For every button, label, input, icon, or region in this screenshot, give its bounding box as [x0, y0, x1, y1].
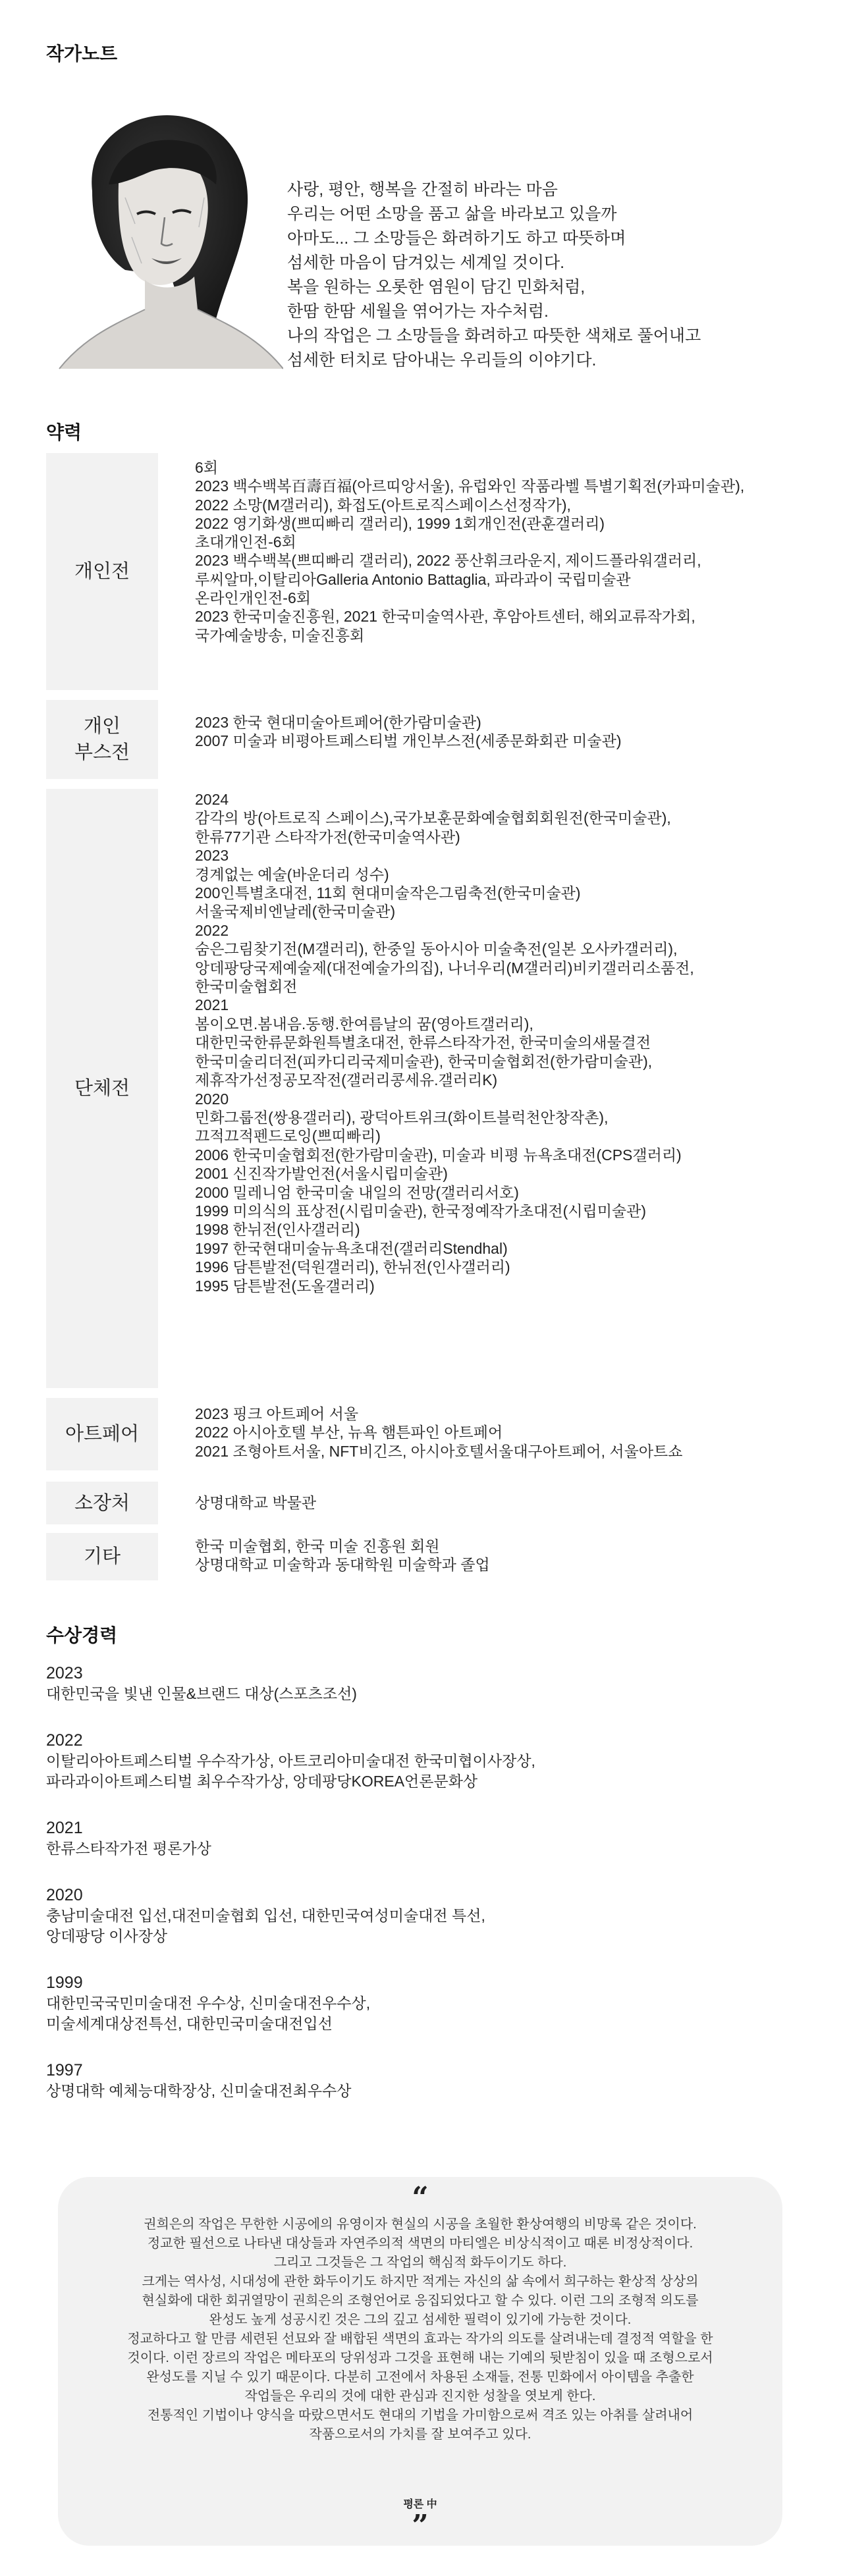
- career-label: [46, 1398, 158, 1470]
- award-line: 앙데팡당 이사장상: [46, 1927, 168, 1945]
- open-quote-icon: “: [412, 2181, 429, 2214]
- award-line: 한류스타작가전 평론가상: [46, 1840, 211, 1857]
- career-entry: 상명대학교 미술학과 동대학원 미술학과 졸업: [195, 1556, 490, 1574]
- career-entry: 1999 미의식의 표상전(시립미술관), 한국정예작가초대전(시립미술관): [195, 1202, 647, 1220]
- awards-title: 수상경력: [46, 1625, 118, 1646]
- statement-line: 우리는 어떤 소망을 품고 삶을 바라보고 있을까: [287, 205, 617, 223]
- career-entry: 2007 미술과 비평아트페스티벌 개인부스전(세종문화회관 미술관): [195, 732, 622, 750]
- career-label: [46, 1533, 158, 1580]
- career-label-text: 단체전: [74, 1078, 130, 1099]
- award-year: 2020: [46, 1886, 83, 1904]
- career-entry: 대한민국한류문화원특별초대전, 한류스타작가전, 한국미술의새물결전: [195, 1034, 651, 1052]
- artist-portrait-image: [46, 105, 283, 382]
- career-entry: 상명대학교 박물관: [195, 1494, 317, 1511]
- career-entry: 서울국제비엔날레(한국미술관): [195, 903, 396, 921]
- career-entry: 1997 한국현대미술뉴욕초대전(갤러리Stendhal): [195, 1239, 508, 1257]
- career-entry: 루씨알마,이탈리아Galleria Antonio Battaglia, 파라과이 국립미술관: [195, 570, 631, 588]
- career-entry: 숨은그림찾기전(M갤러리), 한중일 동아시아 미술축전(일본 오사카갤러리),: [195, 940, 678, 958]
- review-line: 정교하다고 할 만큼 세련된 선묘와 잘 배합된 색면의 효과는 작가의 의도를 살려내는데 결정적 역할을 한: [127, 2332, 713, 2346]
- artist-statement: [287, 178, 814, 373]
- award-line: 대한민국국민미술대전 우수상, 신미술대전우수상,: [46, 1995, 371, 2012]
- career-entries: [195, 458, 814, 645]
- career-entries: [195, 1537, 814, 1574]
- close-quote-icon: ”: [412, 2509, 429, 2542]
- award-line: 대한민국을 빛낸 인물&브랜드 대상(스포츠조선): [46, 1685, 357, 1702]
- career-entry: 한국 미술협회, 한국 미술 진흥원 회원: [195, 1538, 440, 1555]
- career-entry: 2022 소망(M갤러리), 화접도(아트로직스페이스선정작가),: [195, 496, 571, 514]
- career-entry: 2023: [195, 847, 229, 865]
- career-label: [46, 1482, 158, 1524]
- career-entry: 국가예술방송, 미술진흥회: [195, 626, 365, 644]
- career-entries: [195, 1405, 814, 1461]
- career-entry: 2023 한국 현대미술아트페어(한가람미술관): [195, 714, 481, 731]
- career-entry: 2022: [195, 921, 229, 939]
- career-label: [46, 453, 158, 690]
- career-entry: 2024: [195, 791, 229, 808]
- career-row-art-fairs: [46, 1398, 817, 1470]
- review-line: 완성도를 지닐 수 있기 때문이다. 다분히 고전에서 차용된 소재들, 전통 민화에서 아이템을 추출한: [146, 2370, 694, 2384]
- award-group: [46, 2060, 771, 2101]
- career-entry: 2006 한국미술협회전(한가람미술관), 미술과 비평 뉴욕초대전(CPS갤러리): [195, 1146, 682, 1164]
- career-entry: 감각의 방(아트로직 스페이스),국가보훈문화예술협회회원전(한국미술관),: [195, 809, 671, 827]
- career-entry: 한국미술리더전(피카디리국제미술관), 한국미술협회전(한가람미술관),: [195, 1052, 653, 1070]
- career-entry: 2023 백수백복(쁘띠빠리 갤러리), 2022 풍산휘크라운지, 제이드플라워갤러리,: [195, 552, 701, 570]
- career-entry: 앙데팡당국제예술제(대전예술가의집), 나너우리(M갤러리)비키갤러리소품전,: [195, 959, 694, 977]
- review-line: 그리고 그것들은 그 작업의 핵심적 화두이기도 하다.: [273, 2255, 567, 2270]
- career-entry: 2020: [195, 1090, 229, 1108]
- award-line: 파라과이아트페스티벌 최우수작가상, 앙데팡당KOREA언론문화상: [46, 1773, 478, 1790]
- career-entries: [195, 790, 814, 1295]
- award-line: 이탈리아아트페스티벌 우수작가상, 아트코리아미술대전 한국미협이사장상,: [46, 1752, 535, 1769]
- award-year: 1999: [46, 1973, 83, 1992]
- career-entry: 2021: [195, 996, 229, 1014]
- review-text: [84, 2215, 756, 2444]
- statement-line: 섬세한 마음이 담겨있는 세계일 것이다.: [287, 254, 565, 272]
- award-year: 2021: [46, 1819, 83, 1837]
- career-entry: 2023 백수백복百壽百福(아르띠앙서울), 유럽와인 작품라벨 특별기획전(카파미술관),: [195, 477, 745, 495]
- statement-line: 나의 작업은 그 소망들을 화려하고 따뜻한 색채로 풀어내고: [287, 327, 701, 345]
- award-line: 충남미술대전 입선,대전미술협회 입선, 대한민국여성미술대전 특선,: [46, 1907, 485, 1924]
- artist-note-title: 작가노트: [46, 43, 118, 64]
- career-entry: 경계없는 예술(바운더리 성수): [195, 865, 389, 883]
- career-row-group-exhibitions: [46, 789, 817, 1388]
- award-year: 1997: [46, 2061, 83, 2080]
- career-label: [46, 789, 158, 1388]
- career-entries: [195, 1493, 814, 1512]
- career-entry: 2022 영기화생(쁘띠빠리 갤러리), 1999 1회개인전(관훈갤러리): [195, 514, 605, 532]
- career-entry: 2021 조형아트서울, NFT비긴즈, 아시아호텔서울대구아트페어, 서울아트쇼: [195, 1442, 683, 1460]
- review-line: 완성도 높게 성공시킨 것은 그의 깊고 섬세한 필력이 있기에 가능한 것이다.: [209, 2313, 632, 2327]
- career-label: [46, 700, 158, 779]
- award-group: [46, 1885, 771, 1946]
- awards-list: [46, 1663, 771, 2127]
- career-entry: 1996 담튼발전(덕원갤러리), 한뉘전(인사갤러리): [195, 1258, 510, 1276]
- career-row-collections: [46, 1482, 817, 1524]
- statement-line: 섬세한 터치로 담아내는 우리들의 이야기다.: [287, 351, 597, 369]
- career-label-text: 소장처: [74, 1492, 130, 1514]
- review-line: 것이다. 이런 장르의 작업은 메타포의 당위성과 그것을 표현해 내는 기예의 뒷받침이 있을 때 조형으로서: [127, 2351, 713, 2365]
- career-label-text: 기타: [83, 1546, 121, 1567]
- award-group: [46, 1730, 771, 1792]
- career-entry: 봄이오면.봄내음.동행.한여름날의 꿈(영아트갤러리),: [195, 1015, 533, 1033]
- career-entry: 2001 신진작가발언전(서울시립미술관): [195, 1165, 448, 1183]
- career-title: 약력: [46, 422, 82, 443]
- career-row-solo-exhibitions: [46, 453, 817, 690]
- award-year: 2023: [46, 1664, 83, 1682]
- review-author: 평론 中: [403, 2499, 437, 2510]
- award-line: 미술세계대상전특선, 대한민국미술대전입선: [46, 2015, 333, 2032]
- award-year: 2022: [46, 1731, 83, 1750]
- career-entry: 민화그룹전(쌍용갤러리), 광덕아트위크(화이트블럭천안창작촌),: [195, 1108, 609, 1126]
- statement-line: 사랑, 평안, 행복을 간절히 바라는 마음: [287, 180, 558, 199]
- review-line: 정교한 필선으로 나타낸 대상들과 자연주의적 색면의 마티엘은 비상식적이고 때론 비정상적이다.: [147, 2236, 693, 2251]
- review-line: 권희은의 작업은 무한한 시공에의 유영이자 현실의 시공을 초월한 환상여행의 비망록 같은 것이다.: [144, 2217, 697, 2232]
- career-row-other: [46, 1533, 817, 1580]
- statement-line: 복을 원하는 오롯한 염원이 담긴 민화처럼,: [287, 278, 585, 296]
- career-entries: [195, 713, 814, 751]
- career-entry: 1998 한뉘전(인사갤러리): [195, 1221, 360, 1239]
- review-line: 작품으로서의 가치를 잘 보여주고 있다.: [309, 2427, 531, 2442]
- career-row-solo-booth: [46, 700, 817, 779]
- award-group: [46, 1817, 771, 1859]
- statement-line: 한땀 한땀 세월을 엮어가는 자수처럼.: [287, 302, 549, 321]
- career-entry: 온라인개인전-6회: [195, 589, 311, 607]
- career-entry: 2023 한국미술진흥원, 2021 한국미술역사관, 후암아트센터, 해외교류작가회,: [195, 608, 695, 626]
- career-entry: 2022 아시아호텔 부산, 뉴욕 햄튼파인 아트페어: [195, 1424, 503, 1441]
- career-entry: 1995 담튼발전(도올갤러리): [195, 1277, 375, 1295]
- review-line: 전통적인 기법이나 양식을 따랐으면서도 현대의 기법을 가미함으로써 격조 있는 아취를 살려내어: [147, 2408, 693, 2423]
- award-line: 상명대학 예체능대학장상, 신미술대전최우수상: [46, 2082, 352, 2099]
- career-label-text: 개인전: [74, 561, 130, 582]
- career-entry: 2023 핑크 아트페어 서울: [195, 1405, 359, 1422]
- career-entry: 한국미술협회전: [195, 978, 298, 996]
- statement-line: 아마도... 그 소망들은 화려하기도 하고 따뜻하며: [287, 229, 626, 248]
- review-line: 작업들은 우리의 것에 대한 관심과 진지한 성찰을 엿보게 한다.: [244, 2389, 596, 2403]
- critic-review-box: [58, 2177, 782, 2546]
- review-line: 현실화에 대한 회귀열망이 권희은의 조형언어로 응집되었다고 할 수 있다. 이런 그의 조형적 의도를: [142, 2294, 699, 2308]
- career-entry: 한류77기관 스타작가전(한국미술역사관): [195, 828, 460, 845]
- review-line: 크게는 역사성, 시대성에 관한 화두이기도 하지만 적게는 자신의 삶 속에서 희구하는 환상적 상상의: [142, 2274, 699, 2289]
- award-group: [46, 1972, 771, 2034]
- career-entry: 2000 밀레니엄 한국미술 내일의 전망(갤러리서호): [195, 1183, 519, 1201]
- career-label-text: 개인 부스전: [74, 716, 130, 763]
- career-entry: 6회: [195, 459, 219, 476]
- career-entry: 끄적끄적펜드로잉(쁘띠빠리): [195, 1127, 381, 1145]
- career-label-text: 아트페어: [65, 1424, 140, 1445]
- career-entry: 제휴작가선정공모작전(갤러리콩세유.갤러리K): [195, 1071, 498, 1089]
- career-entry: 초대개인전-6회: [195, 533, 296, 551]
- award-group: [46, 1663, 771, 1704]
- career-entry: 200인특별초대전, 11회 현대미술작은그림축전(한국미술관): [195, 884, 581, 902]
